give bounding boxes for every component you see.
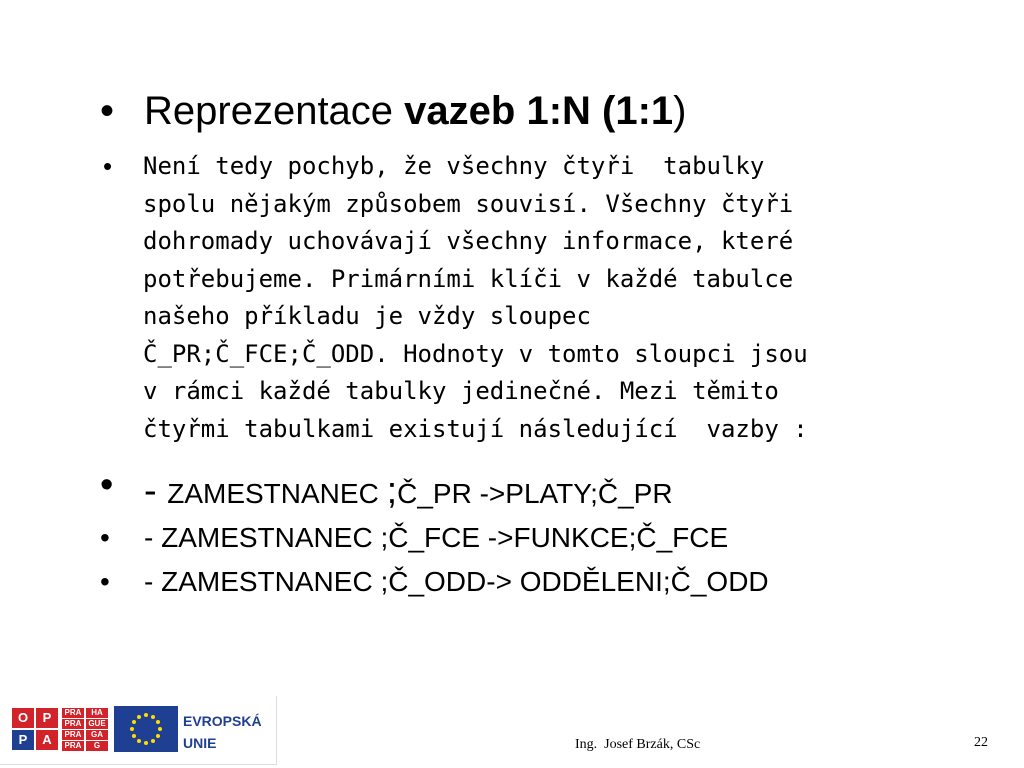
page-number: 22 — [974, 735, 988, 750]
eu-text-line2: UNIE — [183, 735, 217, 751]
paragraph-line: Není tedy pochyb, že všechny čtyři tabulky — [143, 152, 765, 180]
paragraph-line: dohromady uchovávají všechny informace, které — [143, 227, 794, 255]
oppa-logo-icon — [12, 708, 58, 750]
bullet: • — [100, 464, 114, 506]
eu-text-line1: EVROPSKÁ — [183, 713, 262, 729]
paragraph-line: našeho příkladu je vždy sloupec — [143, 302, 591, 330]
oppa-letter: P — [36, 708, 58, 728]
eu-flag-stars — [114, 706, 178, 752]
oppa-letter: P — [12, 730, 34, 750]
oppa-letter: A — [36, 730, 58, 750]
paragraph-line: potřebujeme. Primárními klíči v každé tabulce — [143, 264, 794, 293]
heading-text — [144, 86, 686, 136]
footer-logos — [0, 696, 277, 765]
heading-bold: vazeb 1:N (1:1 — [404, 89, 674, 133]
relation-semicolon: ; — [386, 470, 398, 512]
relation-text: - ZAMESTNANEC ;Č_ODD-> ODDĚLENI;Č_ODD — [144, 566, 769, 597]
eu-flag-icon — [114, 706, 178, 752]
paragraph-block — [100, 148, 980, 448]
relation-dash: - — [144, 470, 168, 512]
paragraph-line: Č_PR;Č_FCE;Č_ODD. Hodnoty v tomto sloupci jsou — [143, 339, 808, 368]
paragraph-lines — [143, 148, 980, 448]
praha-word: PRA — [62, 741, 84, 751]
praha-word: PRA — [62, 708, 84, 718]
relation-text — [144, 470, 673, 513]
relation-text: - ZAMESTNANEC ;Č_FCE ->FUNKCE;Č_FCE — [144, 522, 729, 553]
praha-word: HA — [86, 708, 108, 718]
praha-word: PRA — [62, 719, 84, 729]
heading-normal: Reprezentace — [144, 89, 405, 133]
relation-rest: Č_PR ->PLATY;Č_PR — [397, 478, 673, 509]
footer-author: Ing. Josef Brzák, CSc — [575, 737, 701, 752]
paragraph-line: spolu nějakým způsobem souvisí. Všechny čtyři — [143, 189, 794, 218]
eu-text — [183, 710, 262, 754]
praha-word: GA — [86, 730, 108, 740]
bullet: • — [100, 522, 110, 553]
bullet: • — [100, 89, 115, 133]
paragraph-line: v rámci každé tabulky jedinečné. Mezi těmito — [143, 377, 779, 405]
praha-word: PRA — [62, 730, 84, 740]
oppa-letter: O — [12, 708, 34, 728]
praha-word: G — [86, 741, 108, 751]
relation-table: ZAMESTNANEC — [167, 478, 387, 509]
praha-word: GUE — [86, 719, 108, 729]
bullet: • — [100, 566, 110, 597]
bullet: • — [103, 151, 113, 181]
praha-logo-icon — [62, 708, 108, 750]
paragraph-line: čtyřmi tabulkami existují následující vazby : — [143, 414, 808, 443]
heading-closing: ) — [673, 89, 687, 133]
